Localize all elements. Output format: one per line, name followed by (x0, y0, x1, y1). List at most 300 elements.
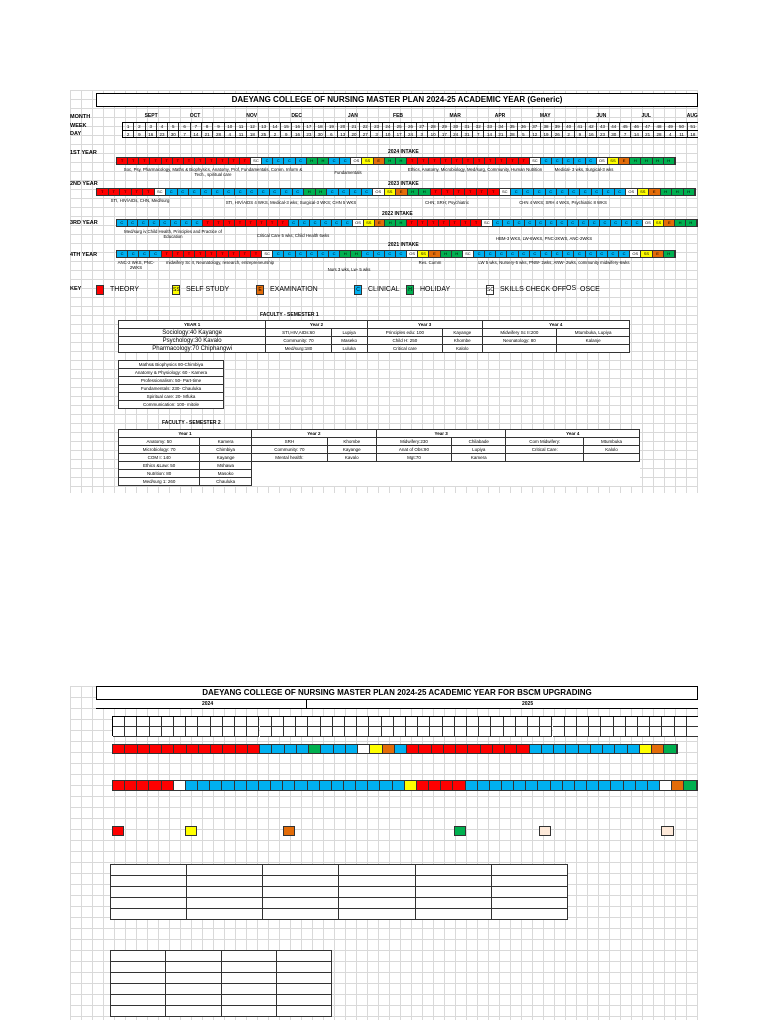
schedule-cell-c (271, 781, 283, 790)
schedule-cell-c: C (362, 189, 374, 195)
schedule-cell-c: C (128, 251, 139, 257)
schedule-cell-e (652, 745, 664, 753)
schedule-cell-t (441, 781, 453, 790)
schedule-cell-t: T (143, 189, 155, 195)
table-row (119, 369, 224, 377)
grid-cell (479, 717, 491, 727)
grid-cell (430, 717, 442, 727)
week-grid (112, 716, 698, 736)
grid-cell (357, 717, 369, 727)
month-oct: OCT (189, 113, 201, 119)
table-cell: Kalolo (442, 345, 482, 353)
schedule-cell-c: C (563, 251, 574, 257)
schedule-cell-t (236, 745, 248, 753)
schedule-cell-c (611, 781, 623, 790)
grid-cell (150, 727, 162, 737)
grid-cell (455, 727, 467, 737)
grid-cell (113, 727, 125, 737)
schedule-cell-c: C (589, 220, 600, 226)
week-cell: 34 (496, 123, 507, 130)
year-header-row (96, 700, 698, 709)
schedule-cell-e: E (374, 158, 385, 164)
grid-cell (198, 727, 210, 737)
table-cell: Mtumbuka, Lupiya (557, 329, 630, 337)
schedule-cell-c: C (568, 220, 579, 226)
day-cell: 23 (597, 131, 608, 137)
schedule-cell-c: C (586, 158, 597, 164)
schedule-cell-w (174, 781, 186, 790)
table-cell: Anatomy & Physiology: 60 - Kamera (119, 369, 224, 377)
schedule-cell-c: C (552, 251, 563, 257)
schedule-cell-t (149, 781, 161, 790)
grid-cell (418, 717, 430, 727)
day-cell: 3 (417, 131, 428, 137)
schedule-cell-t: T (477, 189, 489, 195)
grid-cell (577, 727, 589, 737)
table-cell: Midwifery:230 (376, 438, 451, 446)
day-cell: 28 (213, 131, 224, 137)
table-cell: Midwifery Sc II:200 (482, 329, 557, 337)
table-row (119, 337, 630, 345)
schedule-cell-c: C (299, 220, 310, 226)
intake-2022: 2022 INTAKE (382, 211, 413, 217)
schedule-cell-c: C (493, 220, 504, 226)
schedule-cell-t: T (257, 220, 268, 226)
schedule-cell-t (223, 745, 235, 753)
schedule-cell-t (211, 745, 223, 753)
schedule-cell-t: T (109, 189, 121, 195)
schedule-cell-t (429, 781, 441, 790)
legend-label-os: OSCE (580, 286, 600, 293)
schedule-cell-t (112, 826, 124, 836)
schedule-cell-h: H (385, 220, 396, 226)
table-cell (452, 462, 506, 470)
schedule-cell-sc: SC (251, 158, 262, 164)
schedule-cell-c (346, 745, 358, 753)
schedule-cell-c: C (579, 220, 590, 226)
schedule-cell-t: T (507, 158, 518, 164)
schedule-cell-c: C (603, 189, 615, 195)
schedule-cell-t: T (439, 220, 450, 226)
grid-cell (162, 727, 174, 737)
legend-label-sc: SKILLS CHECK OFF (500, 286, 567, 293)
day-cell: 11 (236, 131, 247, 137)
schedule-cell-c: C (541, 251, 552, 257)
table-row (119, 470, 640, 478)
schedule-cell-os: OS (597, 158, 608, 164)
schedule-cell-c: C (235, 189, 247, 195)
schedule-cell-e: E (375, 220, 386, 226)
table-cell (506, 454, 583, 462)
schedule-cell-c: C (557, 189, 569, 195)
schedule-cell-c (334, 745, 346, 753)
table-cell (327, 478, 376, 486)
schedule-bar-1st-year (116, 157, 676, 165)
table-cell: Mental health: (251, 454, 327, 462)
schedule-cell-t (407, 745, 419, 753)
grid-cell (272, 727, 284, 737)
month-may: MAY (539, 113, 551, 119)
week-cell: 49 (665, 123, 676, 130)
schedule-cell-c: C (178, 189, 190, 195)
schedule-cell-t: T (173, 251, 184, 257)
schedule-cell-w (358, 745, 370, 753)
schedule-cell-t (432, 745, 444, 753)
legend-label-ss: SELF STUDY (186, 286, 230, 293)
schedule-cell-t: T (97, 189, 109, 195)
schedule-cell-h: H (653, 158, 664, 164)
schedule-cell-sc: SC (463, 251, 474, 257)
schedule-cell-c (260, 745, 272, 753)
grid-cell (345, 717, 357, 727)
schedule-cell-c: C (284, 251, 295, 257)
grid-cell (662, 717, 674, 727)
table-cell (251, 478, 327, 486)
schedule-cell-t (162, 745, 174, 753)
grid-cell (369, 717, 381, 727)
day-cell: 23 (157, 131, 168, 137)
schedule-cell-h (664, 745, 676, 753)
table-cell (376, 478, 451, 486)
week-cell: 2 (134, 123, 145, 130)
year-2024: 2024 (202, 701, 214, 707)
schedule-cell-b (539, 826, 551, 836)
table-cell: Principles edu: 100 (367, 329, 442, 337)
sheet-title: DAEYANG COLLEGE OF NURSING MASTER PLAN 2024-25 ACADEMIC YEAR (Generic) (96, 93, 698, 107)
day-cell: 5 (518, 131, 529, 137)
schedule-cell-t: T (203, 220, 214, 226)
faculty-sem1-header: Year 4 (482, 321, 629, 329)
schedule-cell-t: T (235, 220, 246, 226)
note-4th-year-courses: ANC-2 WKS, PNC-2WKS (117, 260, 155, 270)
week-cell: 50 (676, 123, 687, 130)
grid-cell (406, 727, 418, 737)
schedule-cell-e: E (396, 189, 408, 195)
schedule-bar-2nd-year (96, 188, 696, 196)
grid-cell (479, 727, 491, 737)
grid-cell (260, 727, 272, 737)
legend-label-t: THEORY (110, 286, 140, 293)
grid-cell (125, 717, 137, 727)
table-cell (506, 470, 583, 478)
schedule-cell-c (563, 781, 575, 790)
schedule-cell-t: T (195, 158, 206, 164)
schedule-cell-t (493, 745, 505, 753)
schedule-cell-c (603, 745, 615, 753)
schedule-cell-c: C (569, 189, 581, 195)
faculty-table-blank-1 (110, 864, 568, 920)
grid-cell (626, 717, 638, 727)
grid-cell (589, 717, 601, 727)
schedule-cell-c (308, 781, 320, 790)
schedule-cell-c: C (189, 189, 201, 195)
table-cell: Community: 70 (251, 446, 327, 454)
note-1st-year-fundamentals: Fundamentals (334, 170, 362, 175)
day-cell: 3 (371, 131, 382, 137)
day-cell: 19 (541, 131, 552, 137)
day-cell: 4 (665, 131, 676, 137)
grid-cell (113, 717, 125, 727)
schedule-cell-t: T (519, 158, 530, 164)
schedule-cell-t: T (139, 158, 150, 164)
day-cell: 14 (484, 131, 495, 137)
table-row (119, 438, 640, 446)
legend-key (96, 285, 656, 295)
table-row (119, 329, 630, 337)
schedule-cell-c: C (340, 158, 351, 164)
schedule-cell-t: T (431, 189, 443, 195)
legend-swatch-h: H (406, 285, 414, 295)
faculty-sem1-year1-extra (118, 360, 224, 409)
table-cell (506, 478, 583, 486)
schedule-cell-c: C (273, 251, 284, 257)
table-cell (327, 462, 376, 470)
schedule-cell-e (283, 826, 295, 836)
month-jul: JUL (641, 113, 651, 119)
table-row (119, 401, 224, 409)
table-cell: Mshawa (200, 462, 252, 470)
grid-cell (528, 727, 540, 737)
schedule-cell-t: T (128, 158, 139, 164)
schedule-cell-t: T (442, 189, 454, 195)
schedule-cell-c: C (496, 251, 507, 257)
table-cell: Lupiya (452, 446, 506, 454)
grid-cell (491, 727, 503, 737)
grid-cell (284, 717, 296, 727)
grid-cell (260, 717, 272, 727)
schedule-cell-h: H (630, 158, 641, 164)
table-cell: Critical care (367, 345, 442, 353)
week-cell: 26 (405, 123, 416, 130)
grid-cell (540, 727, 552, 737)
day-cell: 21 (202, 131, 213, 137)
week-cell: 42 (586, 123, 597, 130)
note-4th-year-sem2-clinical: LW 5 wks, Nursery-5 wks, PNW- 2wks, ANW- 2wks, community midwifery-6wks (478, 260, 630, 265)
legend-swatch-t (96, 285, 104, 295)
schedule-cell-c: C (258, 189, 270, 195)
schedule-cell-c: C (552, 158, 563, 164)
schedule-cell-t: T (485, 158, 496, 164)
schedule-cell-t: T (132, 189, 144, 195)
schedule-cell-c: C (608, 251, 619, 257)
grid-cell (186, 727, 198, 737)
grid-cell (491, 717, 503, 727)
day-cell: 23 (304, 131, 315, 137)
schedule-cell-c: C (262, 158, 273, 164)
schedule-cell-c: C (350, 189, 362, 195)
grid-cell (211, 717, 223, 727)
schedule-cell-c: C (546, 220, 557, 226)
schedule-cell-t: T (471, 220, 482, 226)
schedule-cell-ss (405, 781, 417, 790)
day-cell: 16 (292, 131, 303, 137)
schedule-cell-c (579, 745, 591, 753)
schedule-cell-os: OS (353, 220, 364, 226)
schedule-cell-t: T (173, 158, 184, 164)
grid-cell (540, 717, 552, 727)
schedule-cell-t (453, 781, 465, 790)
note-1st-year-sem2: Ethics, Anatomy, Microbiology, Med/surg, Community, Human Nutrition (407, 167, 543, 172)
week-cell: 29 (439, 123, 450, 130)
schedule-cell-h: H (675, 220, 686, 226)
schedule-bar-upgrade-c (112, 826, 698, 836)
table-cell: Neonatology: 80 (482, 337, 557, 345)
schedule-cell-t: T (246, 220, 257, 226)
note-1st-year-clinical: Medical- 3 wks, Surgical-3 wks (554, 167, 614, 172)
schedule-cell-t (444, 745, 456, 753)
schedule-cell-t: T (463, 158, 474, 164)
schedule-cell-c (356, 781, 368, 790)
schedule-cell-e: E (619, 158, 630, 164)
schedule-cell-c (591, 745, 603, 753)
schedule-cell-c: C (128, 220, 139, 226)
grid-cell (687, 717, 698, 727)
note-2nd-year-sem2: CHN; SRH; Psychiatric (425, 200, 469, 205)
table-cell: Maths& Biophysics 80-Chimbiya (119, 361, 224, 369)
schedule-cell-t: T (162, 158, 173, 164)
table-cell: Kamera (452, 454, 506, 462)
day-cell: 16 (586, 131, 597, 137)
schedule-cell-c: C (181, 220, 192, 226)
schedule-cell-c: C (224, 189, 236, 195)
table-row (119, 385, 224, 393)
schedule-cell-c: C (580, 189, 592, 195)
grid-cell (504, 717, 516, 727)
row-label-month: MONTH (70, 114, 91, 120)
table-row (119, 462, 640, 470)
week-cell: 43 (597, 123, 608, 130)
table-cell (376, 462, 451, 470)
grid-cell (369, 727, 381, 737)
day-cell: 10 (383, 131, 394, 137)
schedule-cell-h (684, 781, 696, 790)
note-2nd-year-courses: STI, HIV/AIDs, CHN, Med/surg (110, 198, 170, 203)
day-cell: 30 (315, 131, 326, 137)
table-cell (583, 470, 639, 478)
schedule-cell-c: C (247, 189, 259, 195)
schedule-cell-h: H (441, 251, 452, 257)
schedule-cell-c (538, 781, 550, 790)
table-cell: Spiritual care: 20- Mfuka (119, 393, 224, 401)
faculty-sem2-header: Year 1 (119, 430, 252, 438)
schedule-cell-c: C (530, 251, 541, 257)
grid-cell (174, 717, 186, 727)
table-cell: Maseko (331, 337, 367, 345)
schedule-cell-h: H (318, 158, 329, 164)
legend-swatch-e: E (256, 285, 264, 295)
schedule-cell-h (309, 745, 321, 753)
grid-cell (626, 727, 638, 737)
schedule-cell-t: T (251, 251, 262, 257)
table-cell: Nutrition: 80 (119, 470, 200, 478)
schedule-cell-c: C (192, 220, 203, 226)
week-cell: 33 (484, 123, 495, 130)
faculty-sem1-header: YEAR 1 (119, 321, 266, 329)
schedule-cell-c: C (396, 251, 407, 257)
grid-cell (687, 727, 698, 737)
schedule-cell-c: C (563, 158, 574, 164)
schedule-cell-h: H (304, 189, 316, 195)
day-cell: 4 (225, 131, 236, 137)
week-cell: 13 (259, 123, 270, 130)
schedule-cell-c: C (611, 220, 622, 226)
faculty-sem1-header: Year 2 (266, 321, 367, 329)
table-cell: Khombe (442, 337, 482, 345)
grid-cell (308, 727, 320, 737)
grid-cell (223, 717, 235, 727)
grid-cell (406, 717, 418, 727)
grid-cell (516, 717, 528, 727)
grid-cell (162, 717, 174, 727)
schedule-cell-c: C (212, 189, 224, 195)
schedule-cell-c: C (525, 220, 536, 226)
schedule-cell-c: C (342, 220, 353, 226)
week-cell: 12 (247, 123, 258, 130)
table-cell: Kavalo (327, 454, 376, 462)
schedule-cell-t (456, 745, 468, 753)
grid-cell (137, 717, 149, 727)
schedule-cell-t: T (206, 158, 217, 164)
schedule-cell-h: H (385, 158, 396, 164)
schedule-cell-os: OS (643, 220, 654, 226)
schedule-cell-c: C (318, 251, 329, 257)
schedule-cell-t: T (206, 251, 217, 257)
table-row (119, 454, 640, 462)
schedule-cell-c: C (534, 189, 546, 195)
schedule-cell-c: C (329, 251, 340, 257)
day-cell: 20 (349, 131, 360, 137)
grid-cell (418, 727, 430, 737)
year-divider (306, 700, 307, 709)
schedule-cell-t: T (195, 251, 206, 257)
legend-label-h: HOLIDAY (420, 286, 451, 293)
schedule-cell-t: T (217, 251, 228, 257)
table-cell: Khombe (327, 438, 376, 446)
schedule-cell-h (454, 826, 466, 836)
schedule-cell-h: H (664, 251, 675, 257)
month-feb: FEB (393, 113, 404, 119)
schedule-cell-c: C (519, 251, 530, 257)
grid-cell (650, 717, 662, 727)
schedule-cell-e (672, 781, 684, 790)
faculty-sem2-header: Year 3 (376, 430, 506, 438)
schedule-cell-ss: SS (418, 251, 429, 257)
schedule-cell-c: C (138, 220, 149, 226)
schedule-cell-t: T (465, 189, 477, 195)
grid-cell (565, 717, 577, 727)
day-cell: 2 (270, 131, 281, 137)
schedule-cell-t (417, 781, 429, 790)
schedule-cell-t: T (267, 220, 278, 226)
table-cell: Professionalism: 50- Part-time (119, 377, 224, 385)
schedule-cell-t: T (488, 189, 500, 195)
table-cell (583, 462, 639, 470)
schedule-cell-c: C (332, 220, 343, 226)
week-cell: 19 (326, 123, 337, 130)
schedule-cell-c (575, 781, 587, 790)
schedule-cell-c: C (615, 189, 627, 195)
schedule-cell-h: H (396, 220, 407, 226)
table-cell (452, 478, 506, 486)
legend-swatch-os: OS (566, 285, 576, 295)
week-cell: 14 (270, 123, 281, 130)
grid-cell (345, 727, 357, 737)
grid-cell (394, 727, 406, 737)
week-cell: 23 (371, 123, 382, 130)
table-row (119, 393, 224, 401)
legend-swatch-c: C (354, 285, 362, 295)
schedule-cell-e: E (429, 251, 440, 257)
